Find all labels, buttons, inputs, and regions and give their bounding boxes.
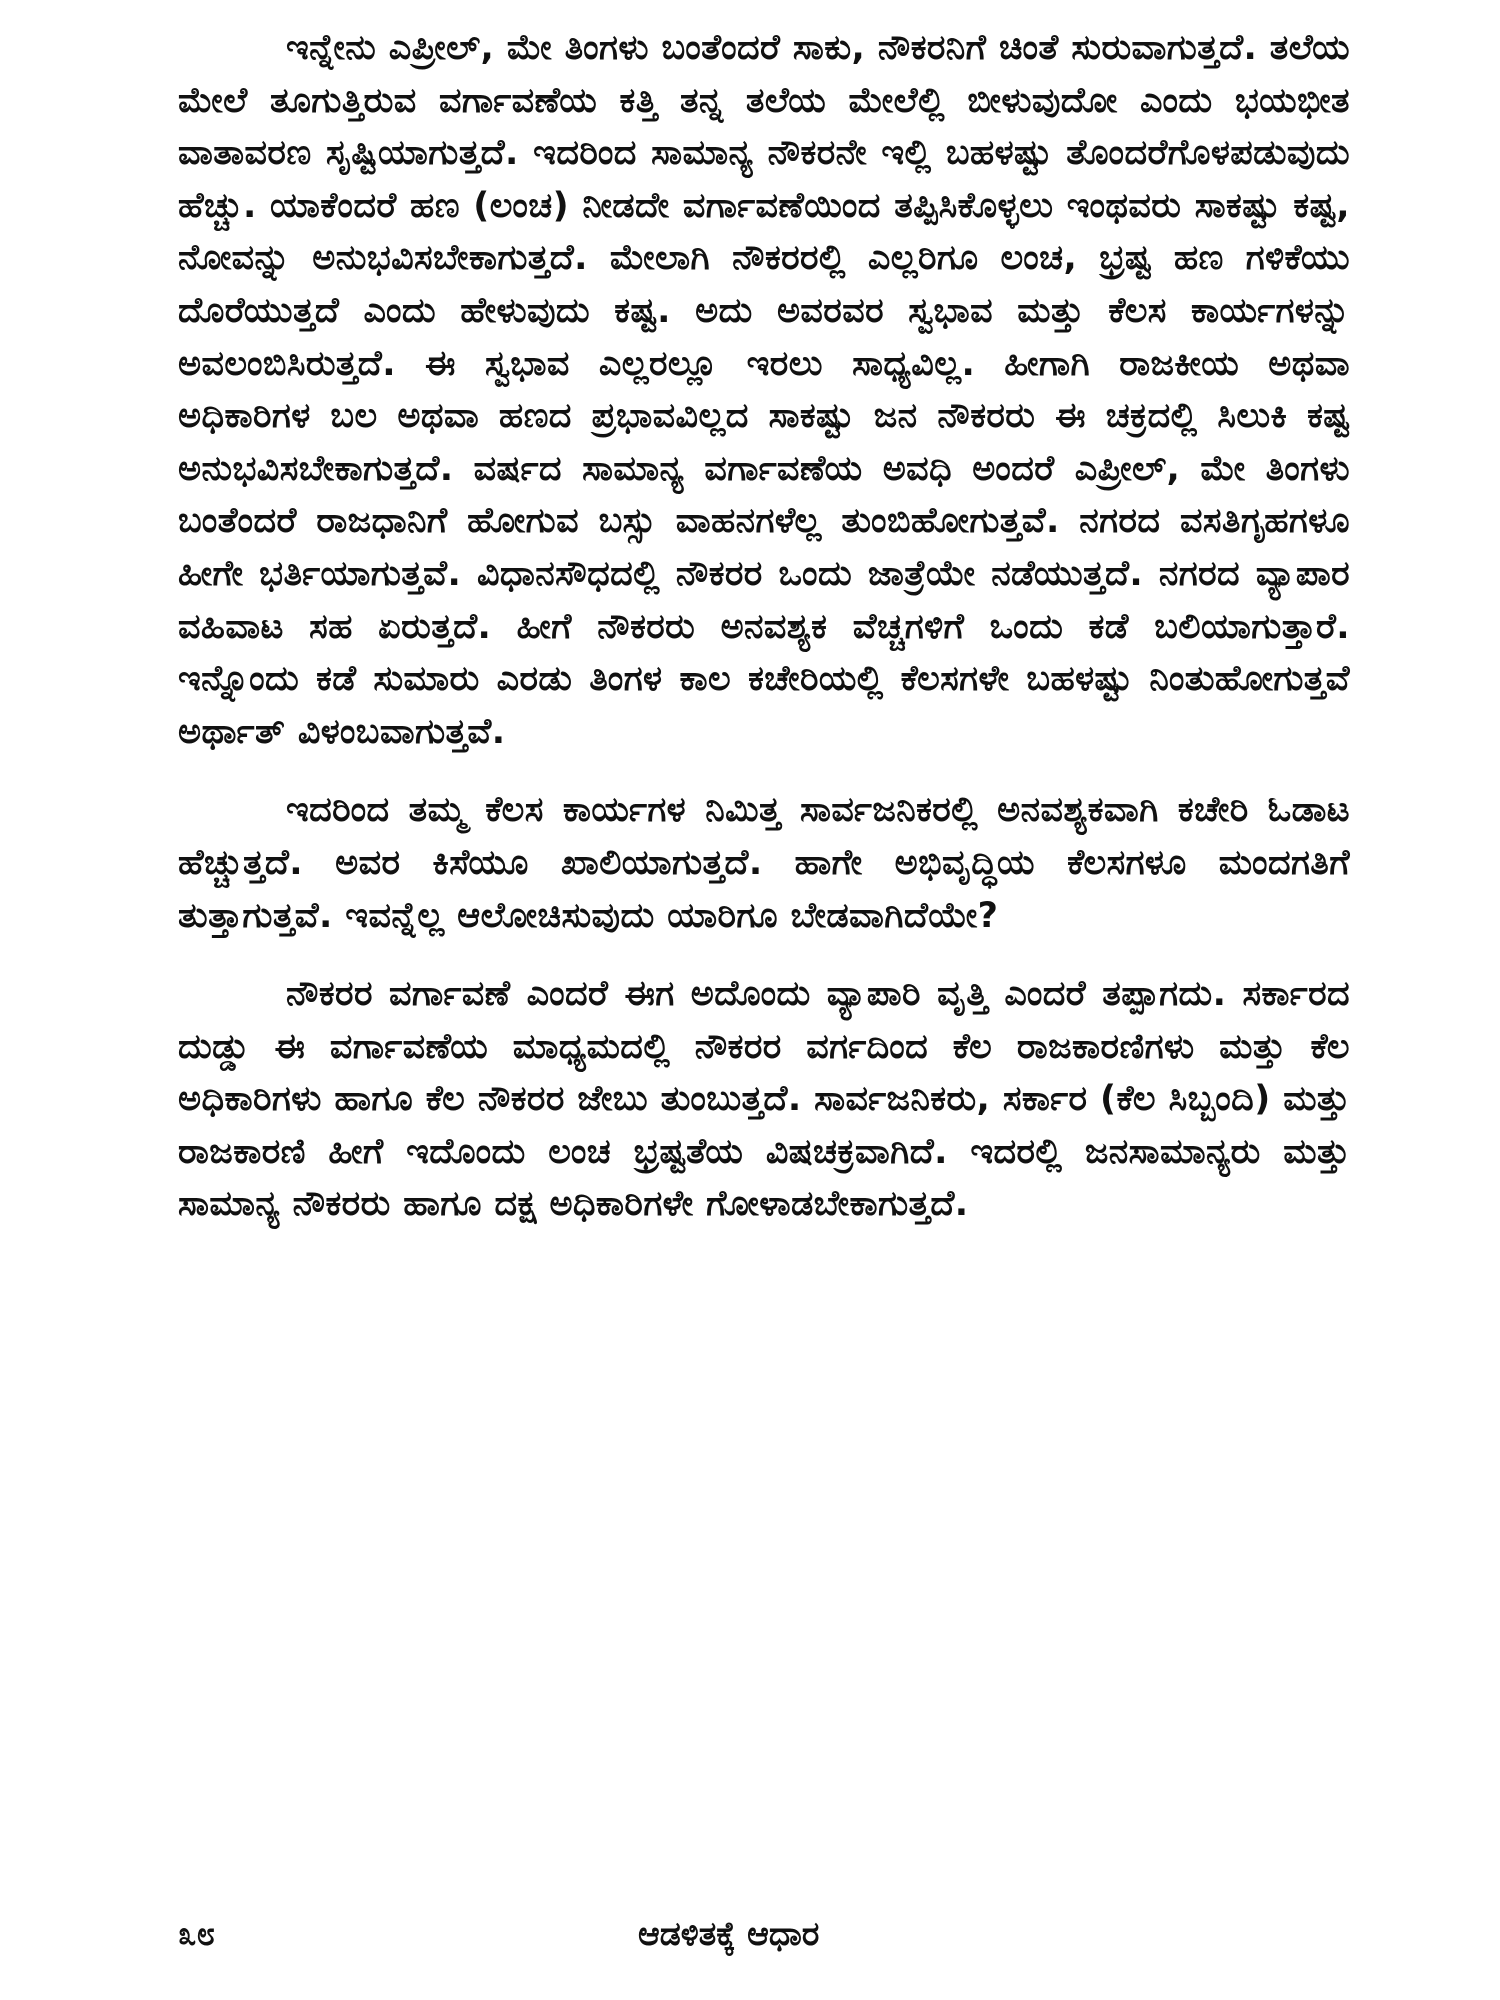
page-number: ೩೮ [178, 1914, 215, 1953]
paragraph-1: ಇನ್ನೇನು ಎಪ್ರೀಲ್, ಮೇ ತಿಂಗಳು ಬಂತೆಂದರೆ ಸಾಕು, ನೌಕರನಿಗೆ ಚಿಂತೆ ಸುರುವಾಗುತ್ತದೆ. ತಲೆಯ ಮೇಲೆ ತೂಗುತ್ತಿರುವ ವರ್ಗಾವಣೆಯ ಕತ್ತಿ ತನ್ನ ತಲೆಯ ಮೇಲೆಲ್ಲಿ ಬೀಳುವುದೋ ಎಂದು ಭಯಭೀತ ವಾತಾವರಣ ಸೃಷ್ಟಿಯಾಗುತ್ತದೆ. ಇದರಿಂದ ಸಾಮಾನ್ಯ ನೌಕರನೇ ಇಲ್ಲಿ ಬಹಳಷ್ಟು ತೊಂದರೆಗೊಳಪಡುವುದು ಹೆಚ್ಚು. ಯಾಕೆಂದರೆ ಹಣ (ಲಂಚ) ನೀಡದೇ ವರ್ಗಾವಣೆಯಿಂದ ತಪ್ಪಿಸಿಕೊಳ್ಳಲು ಇಂಥವರು ಸಾಕಷ್ಟು ಕಷ್ಟ, ನೋವನ್ನು ಅನುಭವಿಸಬೇಕಾಗುತ್ತದೆ. ಮೇಲಾಗಿ ನೌಕರರಲ್ಲಿ ಎಲ್ಲರಿಗೂ ಲಂಚ, ಭ್ರಷ್ಟ ಹಣ ಗಳಿಕೆಯು ದೊರೆಯುತ್ತದೆ ಎಂದು ಹೇಳುವುದು ಕಷ್ಟ. ಅದು ಅವರವರ ಸ್ವಭಾವ ಮತ್ತು ಕೆಲಸ ಕಾರ್ಯಗಳನ್ನು ಅವಲಂಬಿಸಿರುತ್ತದೆ. ಈ ಸ್ವಭಾವ ಎಲ್ಲರಲ್ಲೂ ಇರಲು ಸಾಧ್ಯವಿಲ್ಲ. ಹೀಗಾಗಿ ರಾಜಕೀಯ ಅಥವಾ ಅಧಿಕಾರಿಗಳ ಬಲ ಅಥವಾ ಹಣದ ಪ್ರಭಾವವಿಲ್ಲದ ಸಾಕಷ್ಟು ಜನ ನೌಕರರು ಈ ಚಕ್ರದಲ್ಲಿ ಸಿಲುಕಿ ಕಷ್ಟ ಅನುಭವಿಸಬೇಕಾಗುತ್ತದೆ. ವರ್ಷದ ಸಾಮಾನ್ಯ ವರ್ಗಾವಣೆಯ ಅವಧಿ ಅಂದರೆ ಎಪ್ರೀಲ್, ಮೇ ತಿಂಗಳು ಬಂತೆಂದರೆ ರಾಜಧಾನಿಗೆ ಹೋಗುವ ಬಸ್ಸು ವಾಹನಗಳೆಲ್ಲ ತುಂಬಿಹೋಗುತ್ತವೆ. ನಗರದ ವಸತಿಗೃಹಗಳೂ ಹೀಗೇ ಭರ್ತಿಯಾಗುತ್ತವೆ. ವಿಧಾನಸೌಧದಲ್ಲಿ ನೌಕರರ ಒಂದು ಜಾತ್ರೆಯೇ ನಡೆಯುತ್ತದೆ. ನಗರದ ವ್ಯಾಪಾರ ವಹಿವಾಟ ಸಹ ಏರುತ್ತದೆ. ಹೀಗೆ ನೌಕರರು ಅನವಶ್ಯಕ ವೆಚ್ಚಗಳಿಗೆ ಒಂದು ಕಡೆ ಬಲಿಯಾಗುತ್ತಾರೆ. ಇನ್ನೊಂದು ಕಡೆ ಸುಮಾರು ಎರಡು ತಿಂಗಳ ಕಾಲ ಕಚೇರಿಯಲ್ಲಿ ಕೆಲಸಗಳೇ ಬಹಳಷ್ಟು ನಿಂತುಹೋಗುತ್ತವೆ ಅರ್ಥಾತ್ ವಿಳಂಬವಾಗುತ್ತವೆ. [178, 28, 1350, 752]
page-footer [178, 1908, 1350, 1960]
paragraph-2: ಇದರಿಂದ ತಮ್ಮ ಕೆಲಸ ಕಾರ್ಯಗಳ ನಿಮಿತ್ತ ಸಾರ್ವಜನಿಕರಲ್ಲಿ ಅನವಶ್ಯಕವಾಗಿ ಕಚೇರಿ ಓಡಾಟ ಹೆಚ್ಚುತ್ತದೆ. ಅವರ ಕಿಸೆಯೂ ಖಾಲಿಯಾಗುತ್ತದೆ. ಹಾಗೇ ಅಭಿವೃದ್ಧಿಯ ಕೆಲಸಗಳೂ ಮಂದಗತಿಗೆ ತುತ್ತಾಗುತ್ತವೆ. ಇವನ್ನೆಲ್ಲ ಆಲೋಚಿಸುವುದು ಯಾರಿಗೂ ಬೇಡವಾಗಿದೆಯೇ? [178, 790, 1350, 936]
paragraph-3: ನೌಕರರ ವರ್ಗಾವಣೆ ಎಂದರೆ ಈಗ ಅದೊಂದು ವ್ಯಾಪಾರಿ ವೃತ್ತಿ ಎಂದರೆ ತಪ್ಪಾಗದು. ಸರ್ಕಾರದ ದುಡ್ಡು ಈ ವರ್ಗಾವಣೆಯ ಮಾಧ್ಯಮದಲ್ಲಿ ನೌಕರರ ವರ್ಗದಿಂದ ಕೆಲ ರಾಜಕಾರಣಿಗಳು ಮತ್ತು ಕೆಲ ಅಧಿಕಾರಿಗಳು ಹಾಗೂ ಕೆಲ ನೌಕರರ ಜೇಬು ತುಂಬುತ್ತದೆ. ಸಾರ್ವಜನಿಕರು, ಸರ್ಕಾರ (ಕೆಲ ಸಿಬ್ಬಂದಿ) ಮತ್ತು ರಾಜಕಾರಣಿ ಹೀಗೆ ಇದೊಂದು ಲಂಚ ಭ್ರಷ್ಟತೆಯ ವಿಷಚಕ್ರವಾಗಿದೆ. ಇದರಲ್ಲಿ ಜನಸಾಮಾನ್ಯರು ಮತ್ತು ಸಾಮಾನ್ಯ ನೌಕರರು ಹಾಗೂ ದಕ್ಷ ಅಧಿಕಾರಿಗಳೇ ಗೋಳಾಡಬೇಕಾಗುತ್ತದೆ. [178, 974, 1350, 1225]
body-text [178, 22, 1350, 1257]
book-title: ಆಡಳಿತಕ್ಕೆ ಆಧಾರ [638, 1914, 820, 1953]
